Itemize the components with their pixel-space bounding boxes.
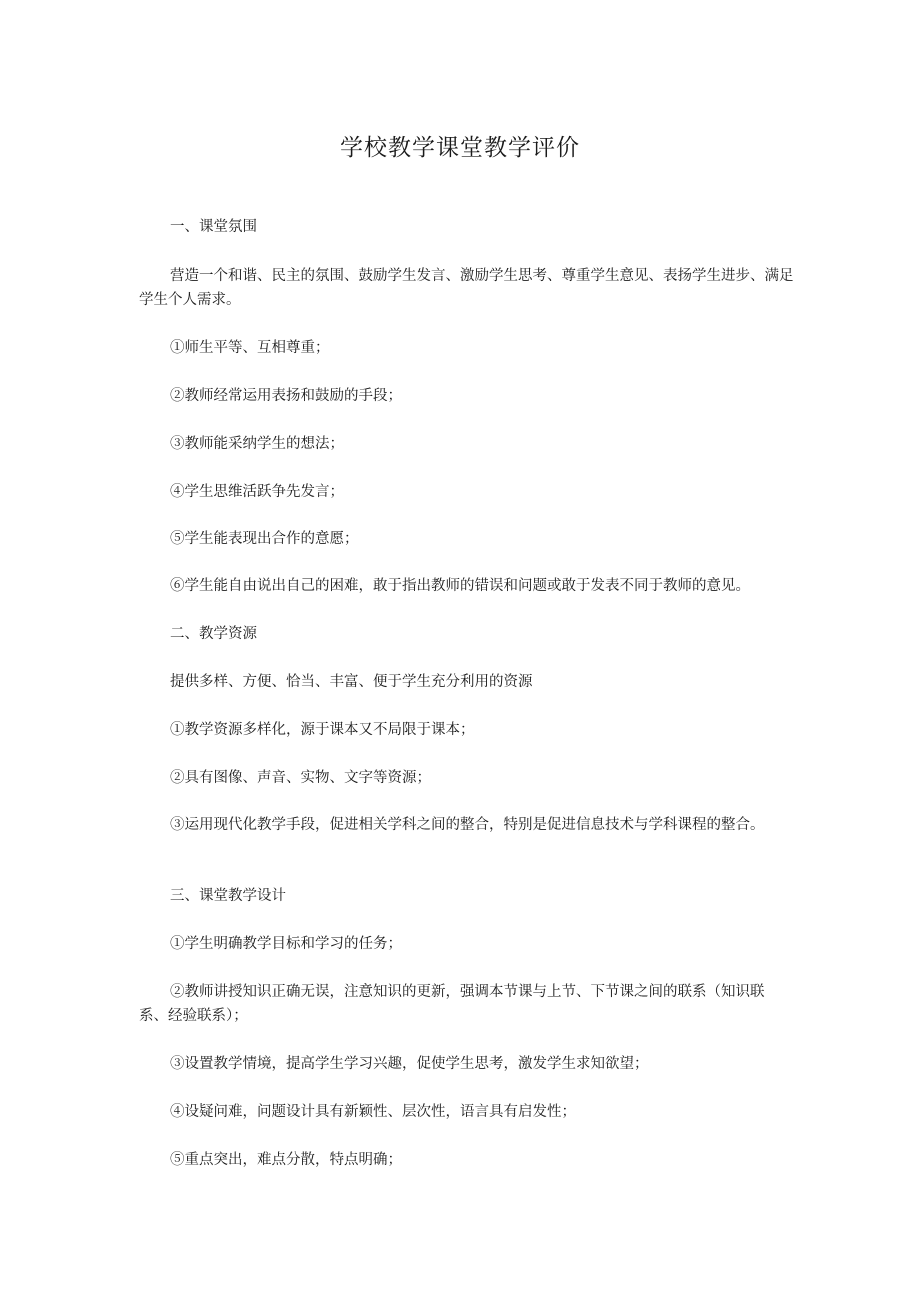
- list-item: ①师生平等、互相尊重；: [170, 340, 330, 356]
- list-item: ②具有图像、声音、实物、文字等资源；: [170, 770, 431, 786]
- list-item: ①学生明确教学目标和学习的任务；: [170, 936, 402, 952]
- list-item: ④设疑问难，问题设计具有新颖性、层次性，语言具有启发性；: [170, 1104, 576, 1120]
- section-heading-design: 三、课堂教学设计: [170, 888, 286, 904]
- list-item: ②教师经常运用表扬和鼓励的手段；: [170, 388, 402, 404]
- list-item: ⑤重点突出，难点分散，特点明确；: [170, 1152, 402, 1168]
- page-title: 学校教学课堂教学评价: [340, 135, 580, 161]
- list-item: ⑥学生能自由说出自己的困难，敢于指出教师的错误和问题或敢于发表不同于教师的意见。: [170, 578, 750, 594]
- section-heading-resources: 二、教学资源: [170, 626, 257, 642]
- section-heading-atmosphere: 一、课堂氛围: [170, 219, 257, 235]
- paragraph-resources-intro: 提供多样、方便、恰当、丰富、便于学生充分利用的资源: [170, 674, 533, 690]
- list-item: ③运用现代化教学手段，促进相关学科之间的整合，特别是促进信息技术与学科课程的整合。: [170, 817, 765, 833]
- list-item: ③教师能采纳学生的想法；: [170, 436, 344, 452]
- list-item: ③设置教学情境，提高学生学习兴趣，促使学生思考，激发学生求知欲望；: [170, 1056, 649, 1072]
- paragraph-atmosphere-intro: 营造一个和谐、民主的氛围、鼓励学生发言、激励学生思考、尊重学生意见、表扬学生进步、满足学生个人需求。: [139, 268, 794, 308]
- list-item: ①教学资源多样化，源于课本又不局限于课本；: [170, 722, 475, 738]
- list-item: ⑤学生能表现出合作的意愿；: [170, 531, 359, 547]
- list-item: ②教师讲授知识正确无误，注意知识的更新，强调本节课与上节、下节课之间的联系（知识联系、经验联系）；: [139, 984, 765, 1024]
- list-item: ④学生思维活跃争先发言；: [170, 484, 344, 500]
